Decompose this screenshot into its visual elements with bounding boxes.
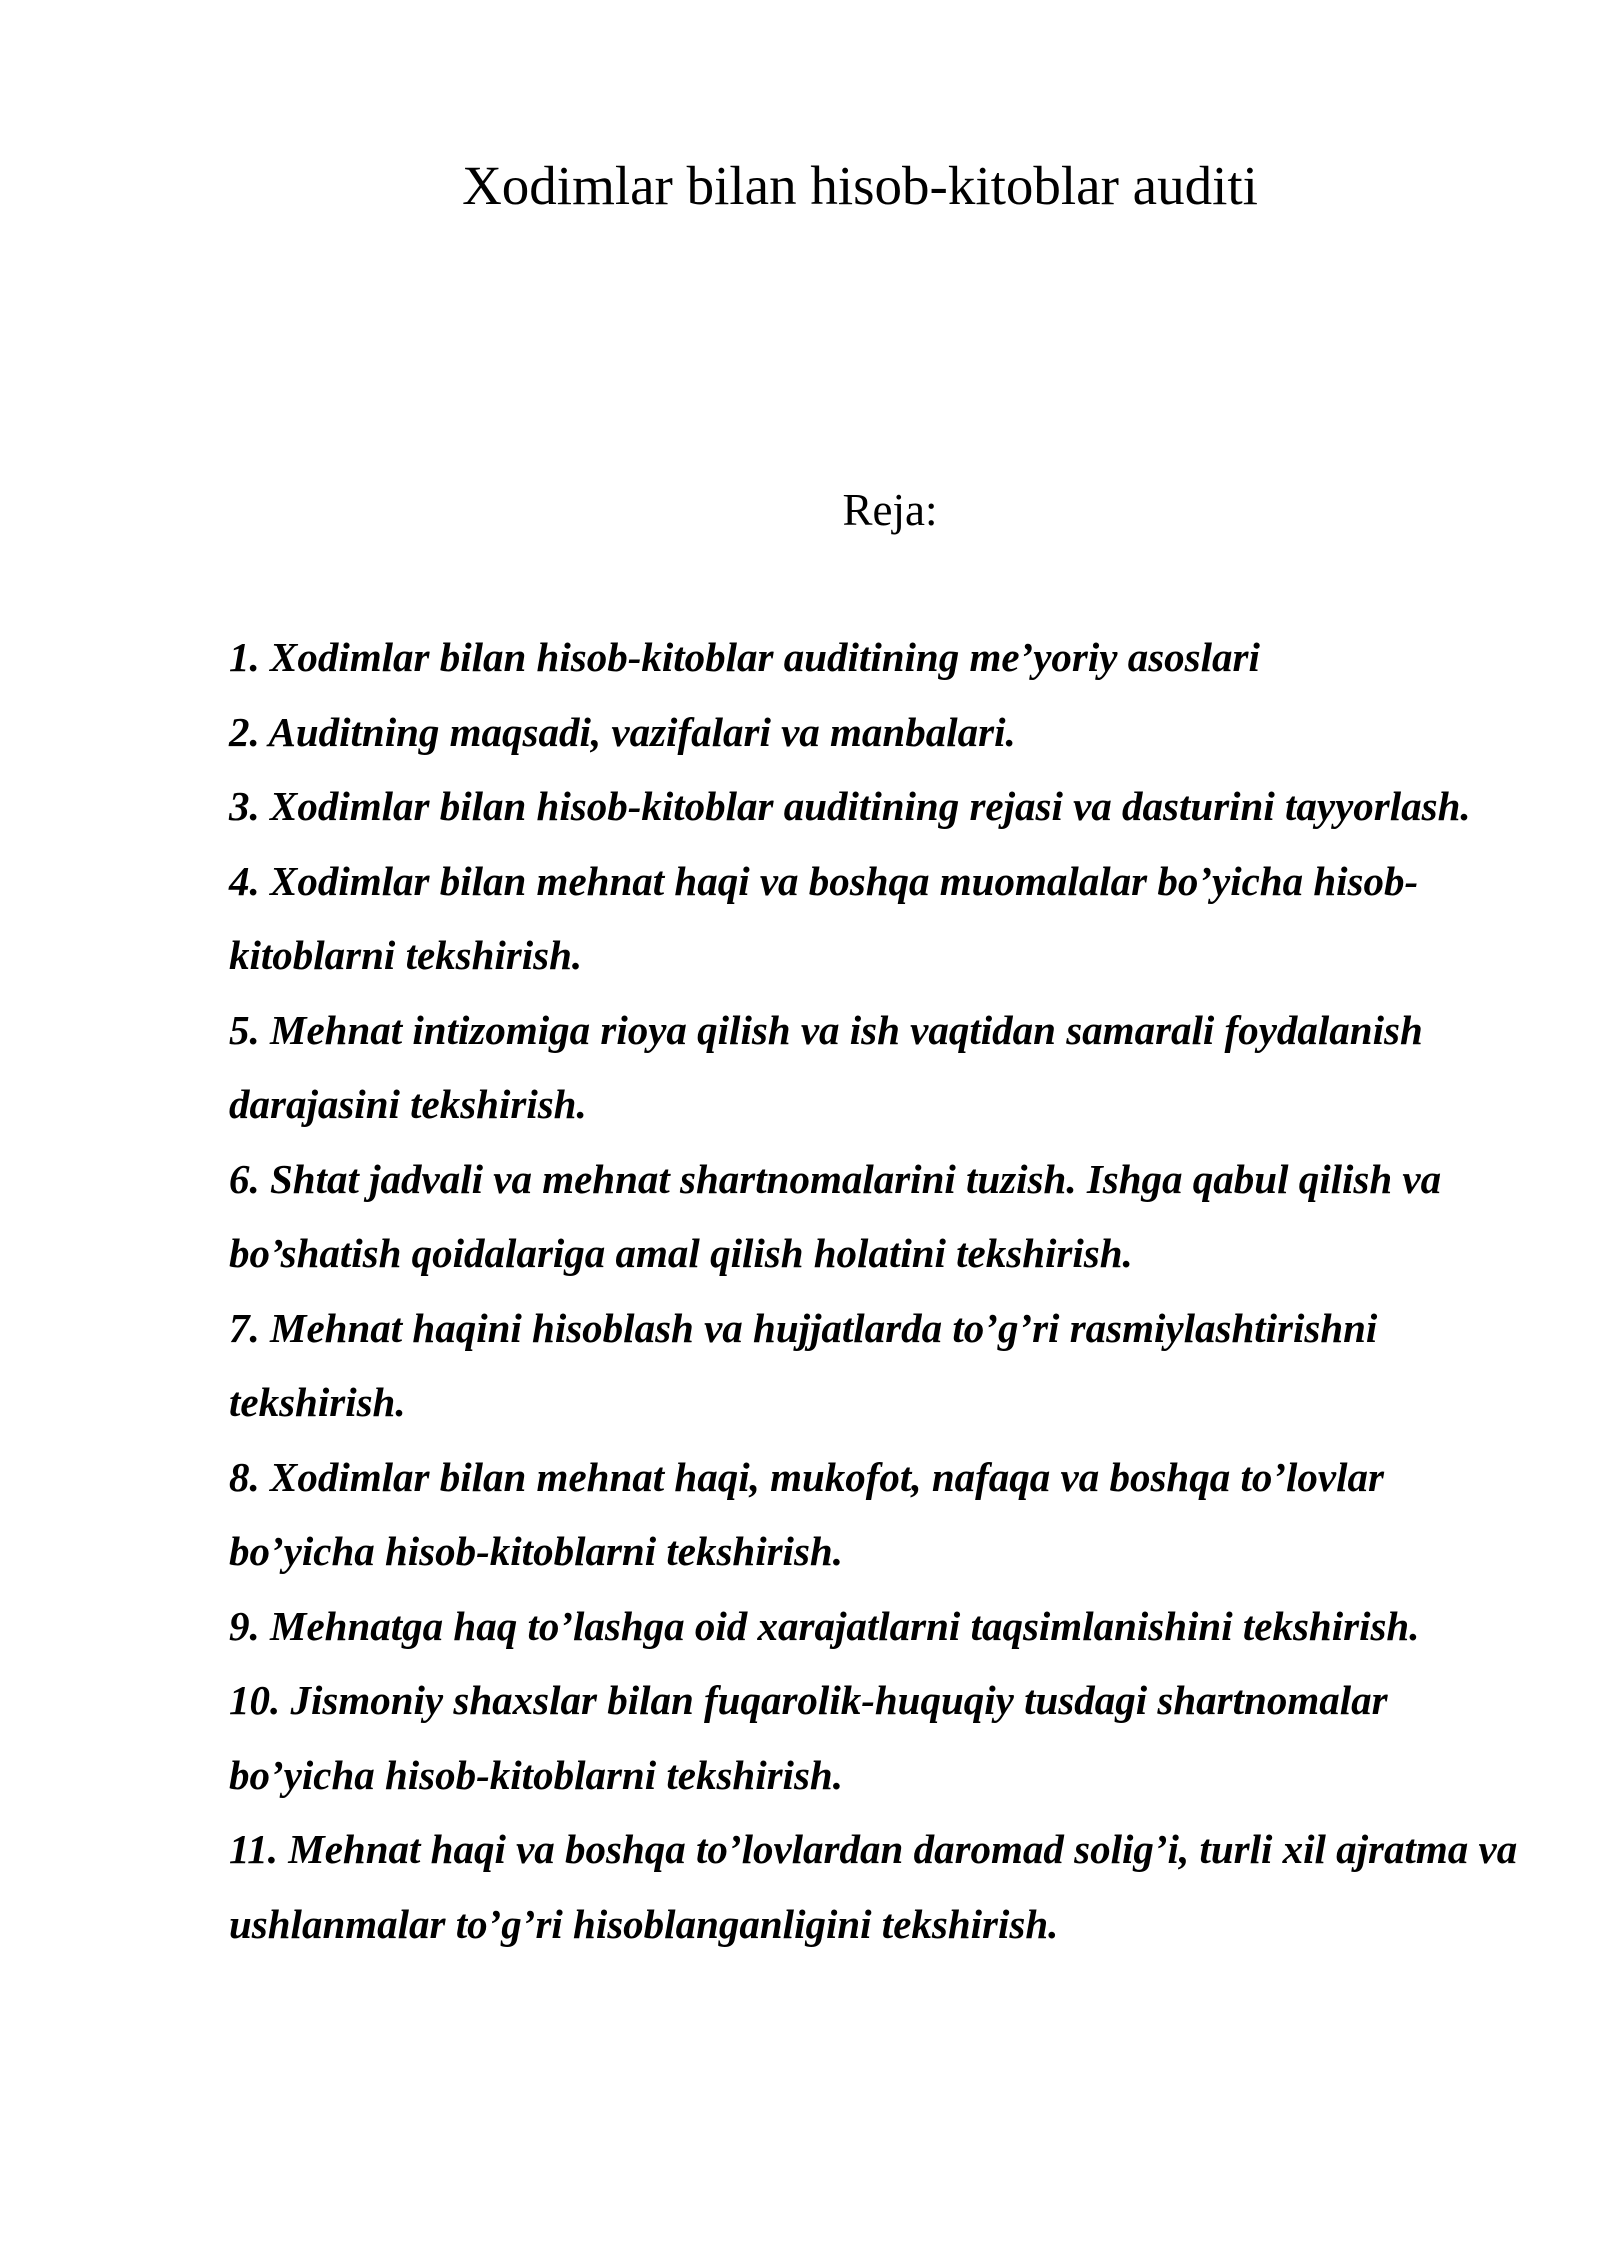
plan-item-3: 3. Xodimlar bilan hisob-kitoblar auditining rejasi va dasturini tayyorlash. <box>229 783 1471 829</box>
plan-item-5: 5. Mehnat intizomiga rioya qilish va ish vaqtidan samarali foydalanish darajasini tekshirish. <box>229 1006 1423 1127</box>
plan-item-10: 10. Jismoniy shaxslar bilan fuqarolik-huquqiy tusdagi shartnomalar bo’yicha hisob-kitoblarni tekshirish. <box>229 1677 1388 1798</box>
plan-item-9: 9. Mehnatga haq to’lashga oid xarajatlarni taqsimlanishini tekshirish. <box>229 1602 1420 1649</box>
plan-item-1: 1. Xodimlar bilan hisob-kitoblar auditining me’yoriy asoslari <box>229 634 1260 680</box>
plan-item-8: 8. Xodimlar bilan mehnat haqi, mukofot, nafaqa va boshqa to’lovlar bo’yicha hisob-kitoblarni tekshirish. <box>229 1453 1384 1574</box>
plan-list <box>229 620 1519 1961</box>
page-title: Xodimlar bilan hisob-kitoblar auditi <box>462 155 1258 216</box>
plan-item-6: 6. Shtat jadvali va mehnat shartnomalarini tuzish. Ishga qabul qilish va bo’shatish qoidalariga amal qilish holatini tekshirish. <box>229 1155 1442 1276</box>
plan-item-11: 11. Mehnat haqi va boshqa to’lovlardan daromad solig’i, turli xil ajratma va ushlanmalar to’g’ri hisoblanganligini tekshirish. <box>229 1826 1518 1947</box>
plan-item-7: 7. Mehnat haqini hisoblash va hujjatlarda to’g’ri rasmiylashtirishni tekshirish. <box>229 1304 1378 1425</box>
plan-item-4: 4. Xodimlar bilan mehnat haqi va boshqa muomalalar bo’yicha hisob-kitoblarni tekshirish. <box>229 857 1419 978</box>
plan-heading: Reja: <box>842 485 938 535</box>
plan-item-2: 2. Auditning maqsadi, vazifalari va manbalari. <box>229 708 1016 755</box>
